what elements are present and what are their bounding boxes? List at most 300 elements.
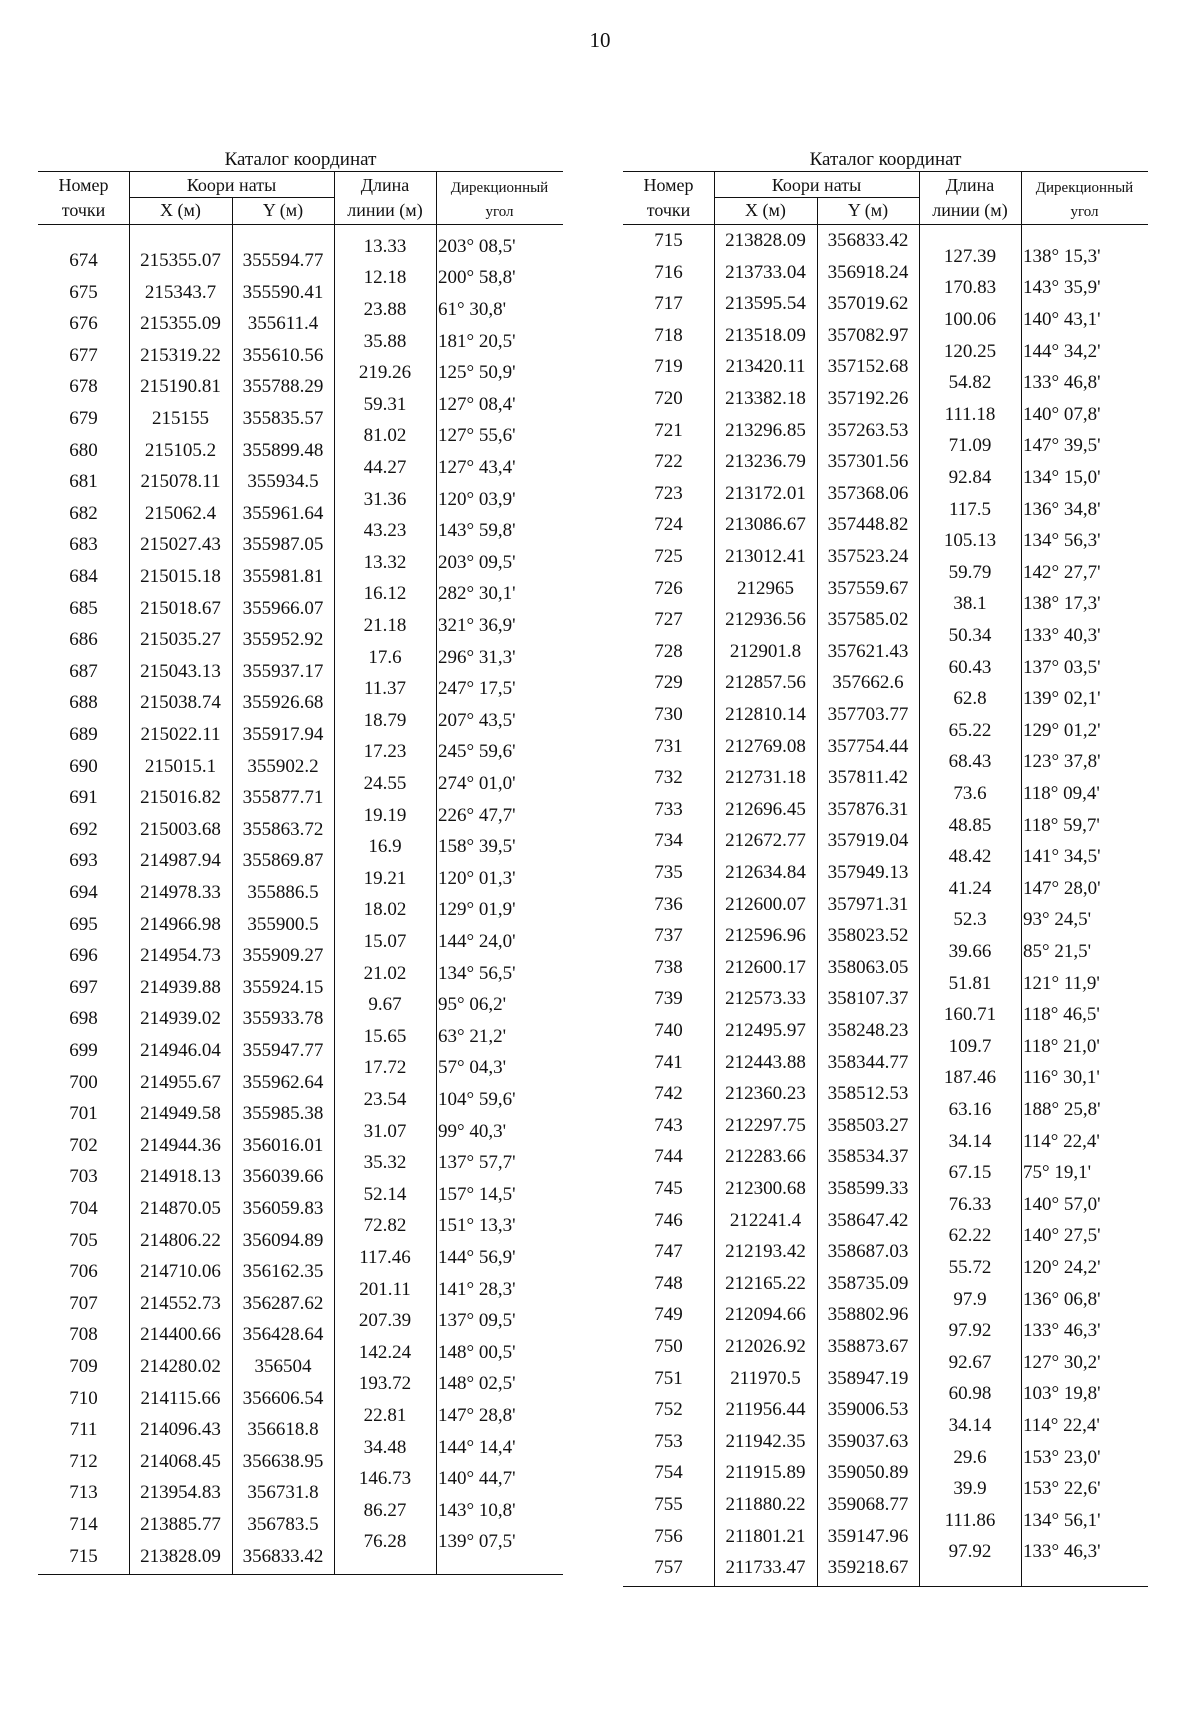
direction-angle: 148° 00,5' — [438, 1341, 516, 1363]
segment-length: 127.39 — [943, 245, 997, 267]
header-angle-line1: Дирекционный — [1035, 180, 1134, 196]
direction-angle: 144° 34,2' — [1023, 340, 1101, 362]
direction-angle: 138° 15,3' — [1023, 245, 1101, 267]
point-number: 754 — [654, 1462, 683, 1484]
segment-length: 11.37 — [363, 678, 407, 700]
header-x: X (м) — [160, 200, 201, 220]
direction-angle: 143° 59,8' — [438, 520, 516, 542]
point-number: 681 — [69, 471, 98, 493]
direction-angle: 138° 17,3' — [1023, 593, 1101, 615]
segment-length: 17.72 — [363, 1057, 407, 1079]
y-coordinate: 355902.2 — [247, 755, 319, 777]
y-coordinate: 357754.44 — [827, 735, 909, 757]
point-number: 682 — [69, 502, 98, 524]
point-number: 715 — [69, 1545, 98, 1567]
x-coordinate: 214939.02 — [140, 1008, 221, 1030]
x-coordinate: 215015.18 — [140, 566, 221, 587]
y-coordinate: 358063.05 — [827, 956, 909, 978]
x-coordinate: 214946.04 — [140, 1040, 221, 1061]
point-number: 685 — [69, 597, 98, 619]
y-coordinate: 357192.26 — [827, 388, 909, 409]
point-number: 690 — [69, 755, 98, 777]
point-number: 696 — [69, 945, 98, 967]
segment-length: 219.26 — [358, 362, 412, 384]
header-length-line2: линии (м) — [932, 200, 1008, 220]
segment-length: 81.02 — [363, 425, 407, 447]
point-number: 736 — [654, 893, 683, 915]
x-coordinate: 212495.97 — [725, 1020, 806, 1041]
segment-length: 19.21 — [363, 867, 407, 889]
segment-length: 34.14 — [948, 1415, 992, 1436]
header-number-line1: Номер — [643, 175, 694, 195]
y-coordinate: 358802.96 — [827, 1304, 909, 1326]
segment-length: 97.92 — [948, 1320, 992, 1342]
y-coordinate: 357301.56 — [827, 451, 909, 473]
x-coordinate: 215003.68 — [140, 818, 221, 840]
y-coordinate: 357811.42 — [827, 767, 909, 789]
point-number: 724 — [654, 514, 683, 536]
segment-length: 170.83 — [943, 277, 997, 299]
point-number: 704 — [69, 1198, 98, 1219]
x-coordinate: 211970.5 — [730, 1367, 801, 1389]
direction-angle: 321° 36,9' — [438, 615, 516, 636]
y-coordinate: 356094.89 — [242, 1229, 324, 1251]
point-number: 700 — [69, 1071, 98, 1093]
coords-underline — [129, 197, 334, 198]
x-coordinate: 213828.09 — [140, 1545, 221, 1567]
x-coordinate: 212094.66 — [725, 1304, 806, 1326]
point-number: 678 — [69, 376, 98, 398]
point-number: 707 — [69, 1292, 98, 1314]
direction-angle: 61° 30,8' — [438, 299, 507, 320]
point-number: 726 — [654, 577, 683, 599]
point-number: 713 — [69, 1482, 98, 1504]
point-number: 723 — [654, 482, 683, 504]
segment-length: 97.9 — [953, 1288, 987, 1310]
direction-angle: 140° 43,1' — [1023, 309, 1101, 330]
x-coordinate: 215105.2 — [144, 439, 217, 461]
point-number: 716 — [654, 261, 683, 283]
y-coordinate: 357019.62 — [827, 293, 909, 315]
y-coordinate: 355985.38 — [242, 1103, 324, 1125]
y-coordinate: 355869.87 — [242, 850, 324, 872]
segment-length: 52.14 — [363, 1183, 407, 1205]
x-coordinate: 213086.67 — [725, 514, 806, 536]
x-coordinate: 212769.08 — [725, 735, 806, 757]
x-coordinate: 213518.09 — [725, 324, 806, 346]
direction-angle: 200° 58,8' — [438, 267, 516, 289]
direction-angle: 143° 10,8' — [438, 1499, 516, 1521]
point-number: 721 — [654, 419, 683, 441]
y-coordinate: 356428.64 — [242, 1324, 324, 1346]
direction-angle: 282° 30,1' — [438, 583, 516, 605]
point-number: 748 — [654, 1272, 683, 1294]
point-number: 718 — [654, 324, 683, 346]
segment-length: 60.98 — [948, 1383, 992, 1405]
direction-angle: 118° 46,5' — [1023, 1004, 1100, 1026]
header-y: Y (м) — [262, 200, 304, 220]
direction-angle: 158° 39,5' — [438, 836, 516, 858]
direction-angle: 118° 59,7' — [1023, 814, 1100, 836]
direction-angle: 129° 01,2' — [1023, 719, 1101, 741]
y-coordinate: 355900.5 — [247, 913, 319, 935]
direction-angle: 140° 27,5' — [1023, 1225, 1101, 1247]
x-coordinate: 212965 — [737, 577, 794, 599]
point-number: 743 — [654, 1114, 683, 1136]
direction-angle: 143° 35,9' — [1023, 277, 1101, 299]
point-number: 708 — [69, 1324, 98, 1346]
header-length-line1: Длина — [945, 175, 995, 195]
direction-angle: 134° 56,1' — [1023, 1509, 1101, 1531]
point-number: 693 — [69, 850, 98, 872]
y-coordinate: 358647.42 — [827, 1209, 909, 1231]
direction-angle: 127° 08,4' — [438, 393, 516, 415]
y-coordinate: 355962.64 — [242, 1071, 324, 1093]
x-coordinate: 212026.92 — [725, 1336, 806, 1357]
point-number: 714 — [69, 1514, 98, 1535]
y-coordinate: 355933.78 — [242, 1008, 324, 1030]
table-header — [623, 171, 1148, 225]
x-coordinate: 213595.54 — [725, 293, 806, 315]
x-coordinate: 212360.23 — [725, 1083, 806, 1105]
x-coordinate: 213236.79 — [725, 451, 806, 473]
segment-length: 21.02 — [363, 962, 407, 984]
x-coordinate: 212297.75 — [725, 1114, 806, 1136]
direction-angle: 153° 23,0' — [1023, 1446, 1101, 1468]
direction-angle: 125° 50,9' — [438, 362, 516, 384]
coordinate-catalog-right — [623, 148, 1148, 1587]
segment-length: 18.02 — [363, 899, 407, 921]
point-number: 737 — [654, 925, 683, 947]
catalog-title: Каталог координат — [224, 149, 377, 170]
segment-length: 68.43 — [948, 751, 992, 773]
x-coordinate: 212165.22 — [725, 1272, 806, 1294]
segment-length: 67.15 — [948, 1162, 992, 1184]
direction-angle: 120° 01,3' — [438, 867, 516, 889]
direction-angle: 207° 43,5' — [438, 709, 516, 731]
direction-angle: 133° 40,3' — [1023, 625, 1101, 646]
direction-angle: 137° 57,7' — [438, 1152, 516, 1174]
direction-angle: 203° 09,5' — [438, 551, 516, 573]
direction-angle: 99° 40,3' — [438, 1120, 507, 1142]
direction-angle: 127° 30,2' — [1023, 1351, 1101, 1373]
segment-length: 31.07 — [363, 1120, 407, 1142]
segment-length: 105.13 — [943, 530, 997, 552]
x-coordinate: 214400.66 — [140, 1324, 221, 1346]
direction-angle: 188° 25,8' — [1023, 1099, 1101, 1120]
segment-length: 43.23 — [363, 520, 407, 542]
direction-angle: 141° 28,3' — [438, 1278, 516, 1300]
segment-length: 48.42 — [948, 846, 992, 868]
y-coordinate: 355952.92 — [242, 629, 324, 651]
y-coordinate: 355926.68 — [242, 692, 324, 714]
y-coordinate: 357662.6 — [832, 672, 904, 694]
x-coordinate: 212283.66 — [725, 1146, 806, 1168]
x-coordinate: 215038.74 — [140, 692, 221, 714]
segment-length: 111.86 — [944, 1509, 996, 1531]
direction-angle: 129° 01,9' — [438, 899, 516, 921]
point-number: 744 — [654, 1146, 683, 1168]
direction-angle: 226° 47,7' — [438, 804, 516, 826]
point-number: 747 — [654, 1241, 683, 1263]
point-number: 712 — [69, 1450, 98, 1472]
point-number: 733 — [654, 798, 683, 820]
y-coordinate: 355909.27 — [242, 945, 324, 967]
direction-angle: 121° 11,9' — [1023, 972, 1100, 994]
x-coordinate: 214966.98 — [140, 913, 221, 935]
direction-angle: 104° 59,6' — [438, 1089, 516, 1110]
segment-length: 38.1 — [953, 593, 987, 615]
direction-angle: 140° 57,0' — [1023, 1193, 1101, 1215]
x-coordinate: 212672.77 — [725, 830, 806, 852]
x-coordinate: 215062.4 — [144, 502, 217, 524]
y-coordinate: 357949.13 — [827, 862, 909, 883]
segment-length: 207.39 — [358, 1310, 412, 1332]
x-coordinate: 211942.35 — [725, 1430, 806, 1452]
segment-length: 22.81 — [363, 1405, 407, 1426]
segment-length: 73.6 — [953, 783, 987, 804]
segment-length: 51.81 — [948, 972, 992, 994]
x-coordinate: 214280.02 — [140, 1356, 221, 1377]
y-coordinate: 358503.27 — [827, 1114, 909, 1136]
segment-length: 9.67 — [368, 994, 402, 1016]
y-coordinate: 356618.8 — [247, 1419, 319, 1441]
x-coordinate: 214710.06 — [140, 1261, 221, 1283]
direction-angle: 142° 27,7' — [1023, 561, 1101, 583]
direction-angle: 137° 03,5' — [1023, 656, 1101, 678]
direction-angle: 147° 28,8' — [438, 1405, 516, 1426]
x-coordinate: 213172.01 — [725, 482, 806, 504]
y-coordinate: 357559.67 — [827, 577, 909, 599]
y-coordinate: 358687.03 — [827, 1241, 909, 1263]
direction-angle: 181° 20,5' — [438, 330, 516, 352]
point-number: 679 — [69, 408, 98, 429]
y-coordinate: 355590.41 — [242, 281, 324, 303]
segment-length: 41.24 — [948, 877, 992, 899]
point-number: 676 — [69, 313, 98, 335]
y-coordinate: 359050.89 — [827, 1462, 909, 1484]
x-coordinate: 215155 — [152, 408, 209, 429]
y-coordinate: 356287.62 — [242, 1292, 324, 1314]
segment-length: 55.72 — [948, 1257, 992, 1278]
y-coordinate: 355924.15 — [242, 976, 324, 998]
direction-angle: 139° 07,5' — [438, 1531, 516, 1553]
y-coordinate: 358534.37 — [827, 1146, 909, 1168]
segment-length: 39.9 — [953, 1478, 987, 1500]
point-number: 703 — [69, 1166, 98, 1188]
x-coordinate: 215343.7 — [144, 281, 217, 303]
point-number: 709 — [69, 1356, 98, 1377]
y-coordinate: 356833.42 — [827, 230, 909, 251]
header-angle-line2: угол — [485, 204, 514, 220]
y-coordinate: 356059.83 — [242, 1198, 324, 1219]
direction-angle: 148° 02,5' — [438, 1373, 516, 1395]
y-coordinate: 358599.33 — [827, 1178, 909, 1199]
y-coordinate: 356606.54 — [242, 1387, 324, 1409]
x-coordinate: 213885.77 — [140, 1514, 221, 1535]
y-coordinate: 355610.56 — [242, 344, 324, 366]
x-coordinate: 213012.41 — [725, 546, 806, 567]
direction-angle: 147° 39,5' — [1023, 435, 1101, 457]
x-coordinate: 214978.33 — [140, 882, 221, 903]
point-number: 702 — [69, 1134, 98, 1156]
point-number: 732 — [654, 767, 683, 789]
point-number: 675 — [69, 281, 98, 303]
y-coordinate: 359068.77 — [827, 1494, 909, 1515]
x-coordinate: 211733.47 — [725, 1557, 806, 1579]
segment-length: 29.6 — [953, 1446, 987, 1468]
point-number: 735 — [654, 862, 683, 883]
point-number: 731 — [654, 735, 683, 757]
direction-angle: 151° 13,3' — [438, 1215, 516, 1237]
direction-angle: 274° 01,0' — [438, 773, 516, 794]
x-coordinate: 212600.17 — [725, 956, 806, 978]
segment-length: 142.24 — [358, 1341, 412, 1363]
x-coordinate: 213420.11 — [725, 356, 806, 378]
header-y: Y (м) — [847, 200, 889, 220]
direction-angle: 103° 19,8' — [1023, 1383, 1101, 1405]
x-coordinate: 214955.67 — [140, 1071, 221, 1093]
direction-angle: 144° 14,4' — [438, 1436, 516, 1458]
header-length-line1: Длина — [360, 175, 410, 195]
x-coordinate: 212193.42 — [725, 1241, 806, 1263]
coordinate-catalog-left — [38, 148, 563, 1575]
point-number: 711 — [69, 1419, 98, 1441]
x-coordinate: 214918.13 — [140, 1166, 221, 1188]
direction-angle: 140° 44,7' — [438, 1468, 516, 1490]
x-coordinate: 212573.33 — [725, 988, 806, 1010]
x-coordinate: 214944.36 — [140, 1134, 221, 1156]
segment-length: 44.27 — [363, 457, 407, 478]
x-coordinate: 214096.43 — [140, 1419, 221, 1441]
point-number: 686 — [69, 629, 98, 651]
direction-angle: 134° 56,5' — [438, 962, 516, 984]
segment-length: 17.6 — [368, 646, 402, 668]
y-coordinate: 359218.67 — [827, 1557, 909, 1579]
segment-length: 59.31 — [363, 393, 407, 415]
y-coordinate: 357919.04 — [827, 830, 909, 852]
direction-angle: 134° 56,3' — [1023, 530, 1101, 552]
header-coordinates: Коори наты — [771, 175, 862, 195]
segment-length: 17.23 — [363, 741, 407, 763]
direction-angle: 136° 34,8' — [1023, 498, 1101, 520]
x-coordinate: 212600.07 — [725, 893, 806, 915]
direction-angle: 57° 04,3' — [438, 1057, 507, 1079]
segment-length: 54.82 — [948, 372, 992, 394]
segment-length: 72.82 — [363, 1215, 407, 1237]
segment-length: 111.18 — [944, 403, 996, 425]
y-coordinate: 355899.48 — [242, 439, 324, 461]
point-number: 697 — [69, 976, 98, 998]
point-number: 699 — [69, 1040, 98, 1061]
y-coordinate: 358947.19 — [827, 1367, 909, 1389]
x-coordinate: 215015.1 — [144, 755, 217, 777]
y-coordinate: 357152.68 — [827, 356, 909, 378]
y-coordinate: 357263.53 — [827, 419, 909, 441]
segment-length: 109.7 — [948, 1035, 992, 1057]
direction-angle: 133° 46,3' — [1023, 1320, 1101, 1342]
y-coordinate: 358023.52 — [827, 925, 909, 947]
point-number: 706 — [69, 1261, 98, 1283]
point-number: 695 — [69, 913, 98, 935]
segment-length: 18.79 — [363, 709, 407, 731]
point-number: 757 — [654, 1557, 683, 1579]
point-number: 751 — [654, 1367, 683, 1389]
point-number: 740 — [654, 1020, 683, 1041]
point-number: 753 — [654, 1430, 683, 1452]
segment-length: 13.33 — [363, 235, 407, 257]
y-coordinate: 355788.29 — [242, 376, 324, 398]
y-coordinate: 356783.5 — [247, 1514, 319, 1535]
y-coordinate: 355937.17 — [242, 660, 324, 682]
segment-length: 24.55 — [363, 773, 407, 794]
x-coordinate: 212241.4 — [729, 1209, 802, 1231]
y-coordinate: 357876.31 — [827, 798, 909, 820]
x-coordinate: 214115.66 — [140, 1387, 221, 1409]
direction-angle: 127° 43,4' — [438, 457, 516, 478]
x-coordinate: 214552.73 — [140, 1292, 221, 1314]
y-coordinate: 359037.63 — [827, 1430, 909, 1452]
x-coordinate: 212901.8 — [729, 640, 802, 662]
direction-angle: 133° 46,8' — [1023, 372, 1101, 394]
segment-length: 15.65 — [363, 1025, 407, 1047]
point-number: 738 — [654, 956, 683, 978]
segment-length: 31.36 — [363, 488, 407, 510]
direction-angle: 118° 09,4' — [1023, 783, 1100, 804]
x-coordinate: 213733.04 — [725, 261, 806, 283]
point-number: 741 — [654, 1051, 683, 1073]
point-number: 683 — [69, 534, 98, 556]
x-coordinate: 211880.22 — [725, 1494, 806, 1515]
y-coordinate: 355877.71 — [242, 787, 324, 809]
y-coordinate: 355835.57 — [242, 408, 324, 429]
direction-angle: 120° 03,9' — [438, 488, 516, 510]
direction-angle: 141° 34,5' — [1023, 846, 1101, 868]
x-coordinate: 211915.89 — [725, 1462, 806, 1484]
x-coordinate: 212936.56 — [725, 609, 806, 631]
y-coordinate: 359006.53 — [827, 1399, 909, 1421]
x-coordinate: 214939.88 — [140, 976, 221, 998]
direction-angle: 114° 22,4' — [1023, 1130, 1100, 1152]
segment-length: 21.18 — [363, 615, 407, 636]
point-number: 717 — [654, 293, 683, 315]
segment-length: 35.32 — [363, 1152, 407, 1174]
x-coordinate: 213296.85 — [725, 419, 806, 441]
header-number-line2: точки — [61, 200, 106, 220]
y-coordinate: 355886.5 — [247, 882, 319, 903]
point-number: 691 — [69, 787, 98, 809]
y-coordinate: 355966.07 — [242, 597, 324, 619]
direction-angle: 120° 24,2' — [1023, 1257, 1101, 1278]
y-coordinate: 356162.35 — [242, 1261, 324, 1283]
direction-angle: 95° 06,2' — [438, 994, 507, 1016]
y-coordinate: 355934.5 — [247, 471, 319, 493]
segment-length: 120.25 — [943, 340, 997, 362]
segment-length: 146.73 — [358, 1468, 412, 1490]
segment-length: 12.18 — [363, 267, 407, 289]
table-header — [38, 171, 563, 225]
point-number: 749 — [654, 1304, 683, 1326]
y-coordinate: 356016.01 — [242, 1134, 324, 1156]
y-coordinate: 355987.05 — [242, 534, 324, 556]
segment-length: 86.27 — [363, 1499, 407, 1521]
direction-angle: 139° 02,1' — [1023, 688, 1101, 710]
header-number-line1: Номер — [58, 175, 109, 195]
coords-underline — [714, 197, 919, 198]
point-number: 742 — [654, 1083, 683, 1105]
direction-angle: 123° 37,8' — [1023, 751, 1101, 773]
y-coordinate: 356731.8 — [247, 1482, 319, 1504]
